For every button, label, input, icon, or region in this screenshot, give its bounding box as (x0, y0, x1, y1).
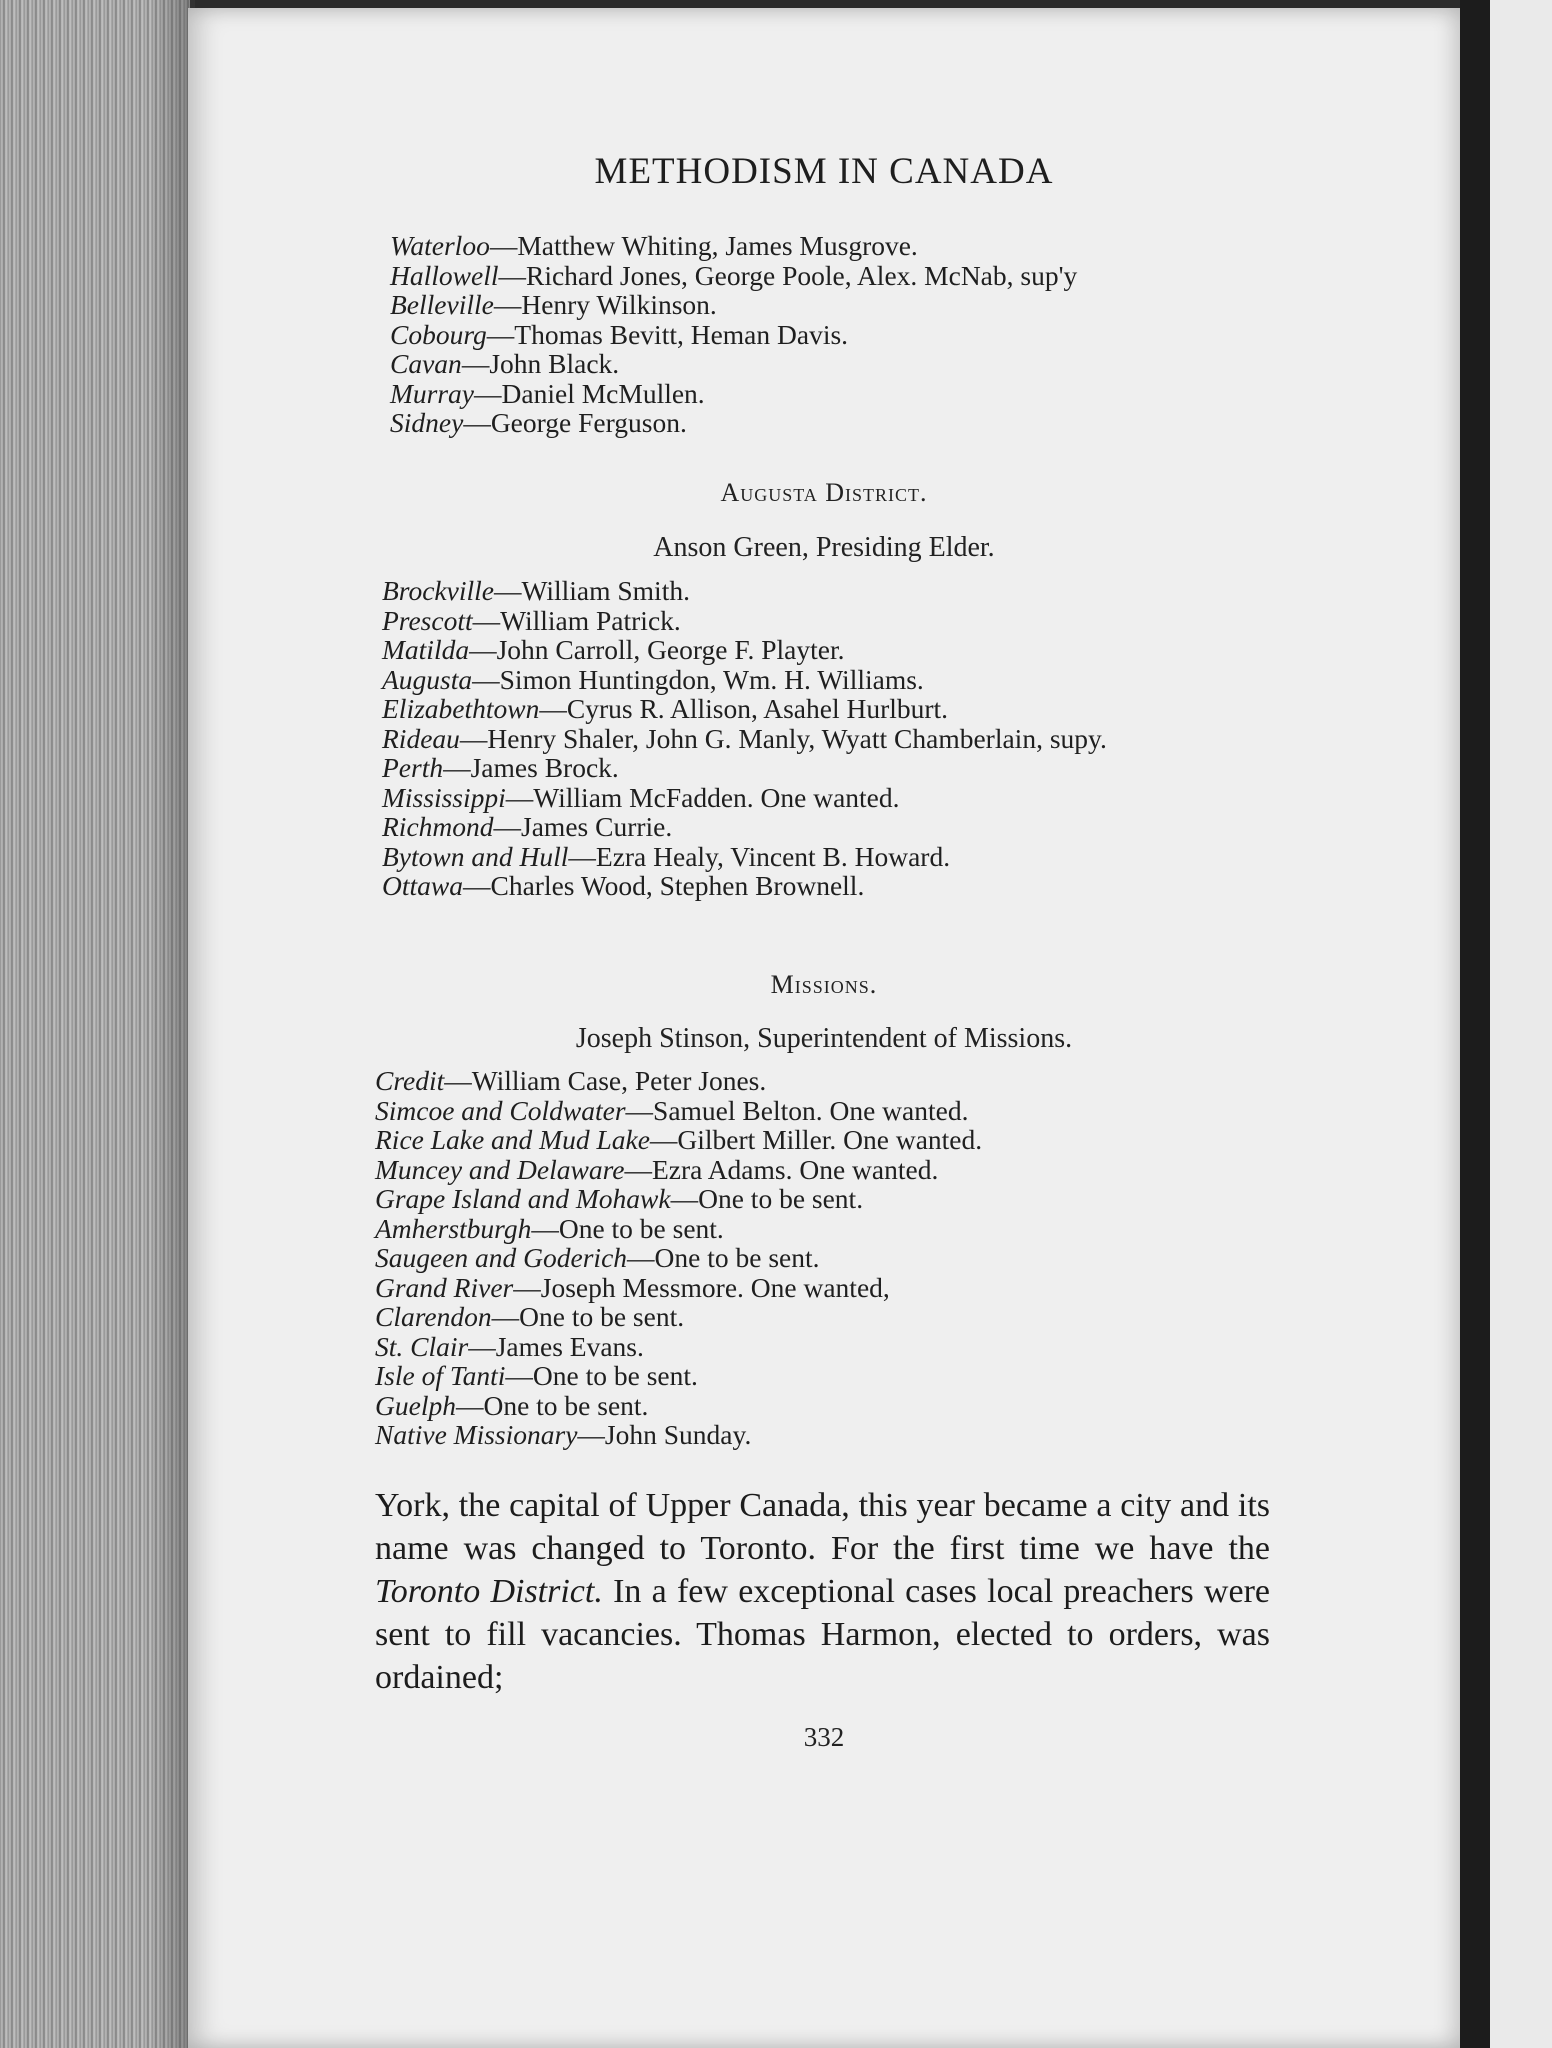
list-item (390, 290, 1077, 320)
mission-name: Muncey and Delaware (375, 1153, 625, 1185)
missionaries: —John Sunday. (577, 1419, 752, 1450)
preachers: —John Black. (461, 348, 620, 379)
list-item (390, 379, 1077, 409)
circuit-name: Mississippi (382, 781, 506, 813)
missionaries: —James Evans. (468, 1330, 644, 1362)
list-item (382, 665, 1322, 695)
list-item (382, 635, 1322, 665)
preachers: —Richard Jones, George Poole, Alex. McNab, sup'y (498, 259, 1078, 291)
preachers: —Cyrus R. Allison, Asahel Hurlburt. (539, 693, 949, 724)
mission-name: Rice Lake and Mud Lake (375, 1124, 650, 1155)
circuit-name: Hallowell (390, 259, 499, 291)
missionaries: —One to be sent. (455, 1389, 649, 1421)
circuit-list-augusta (382, 576, 1322, 901)
list-item (382, 694, 1322, 724)
preachers: —John Carroll, George F. Playter. (469, 634, 845, 665)
list-item (382, 783, 1322, 813)
preachers: —James Brock. (443, 752, 619, 783)
preachers: —Thomas Bevitt, Heman Davis. (486, 318, 849, 350)
list-item (375, 1302, 982, 1332)
preachers: —Henry Shaler, John G. Manly, Wyatt Chamberlain, supy. (459, 722, 1107, 754)
missionaries: —Samuel Belton. One wanted. (625, 1094, 969, 1126)
circuit-name: Richmond (382, 811, 494, 842)
list-item (390, 408, 1077, 438)
mission-name: Grand River (375, 1271, 514, 1303)
list-item (375, 1155, 982, 1185)
mission-name: Simcoe and Coldwater (375, 1094, 626, 1126)
circuit-name: Prescott (382, 604, 473, 636)
district-heading-augusta: Augusta District. (720, 478, 928, 507)
running-head: METHODISM IN CANADA (594, 151, 1054, 192)
missionaries: —One to be sent. (505, 1360, 698, 1391)
list-item (382, 812, 1322, 842)
mission-list (375, 1066, 982, 1450)
preachers: —Henry Wilkinson. (493, 289, 717, 320)
list-item (382, 753, 1322, 783)
mission-name: Clarendon (375, 1301, 492, 1332)
list-item (375, 1125, 982, 1155)
circuit-name: Cobourg (390, 318, 487, 350)
page-number: 332 (803, 1722, 845, 1752)
circuit-name: Murray (390, 377, 475, 409)
preachers: —William Smith. (493, 575, 690, 606)
list-item (375, 1184, 982, 1214)
missionaries: —One to be sent. (531, 1212, 724, 1244)
missions-superintendent: Joseph Stinson, Superintendent of Missions. (575, 1023, 1073, 1054)
list-item (375, 1391, 982, 1421)
list-item (382, 606, 1322, 636)
circuit-name: Sidney (390, 407, 464, 438)
missionaries: —One to be sent. (627, 1242, 820, 1273)
preachers: —Ezra Healy, Vincent B. Howard. (568, 840, 951, 872)
list-item (382, 871, 1322, 901)
mission-name: Amherstburgh (375, 1212, 532, 1244)
list-item (390, 231, 1077, 261)
mission-name: Guelph (375, 1389, 456, 1421)
facing-page-edge (1490, 0, 1552, 2048)
list-item (390, 320, 1077, 350)
preachers: —James Currie. (493, 811, 673, 842)
missionaries: —One to be sent. (491, 1301, 685, 1332)
mission-name: Isle of Tanti (375, 1360, 506, 1391)
mission-name: St. Clair (375, 1330, 469, 1362)
presiding-elder: Anson Green, Presiding Elder. (653, 532, 995, 563)
circuit-name: Elizabethtown (382, 693, 540, 724)
mission-name: Grape Island and Mohawk (375, 1183, 671, 1214)
list-item (375, 1096, 982, 1126)
paragraph-text-end: In a few exceptional cases local preachers were sent to fill vacancies. Thomas Harmon, elected to orders, was ordained; (375, 1573, 1270, 1696)
preachers: —Daniel McMullen. (474, 377, 705, 409)
preachers: —Simon Huntingdon, Wm. H. Williams. (472, 663, 924, 695)
circuit-list-bay-quinte (390, 231, 1077, 438)
list-item (382, 724, 1322, 754)
paragraph-emphasis: Toronto District. (375, 1573, 603, 1610)
list-item (375, 1332, 982, 1362)
circuit-name: Cavan (390, 348, 462, 379)
missionaries: —Ezra Adams. One wanted. (624, 1153, 939, 1185)
circuit-name: Belleville (390, 289, 494, 320)
circuit-name: Rideau (382, 722, 460, 754)
missionaries: —William Case, Peter Jones. (444, 1065, 767, 1096)
circuit-name: Waterloo (390, 230, 490, 261)
book-gutter (1460, 0, 1490, 2048)
district-heading-missions: Missions. (770, 970, 878, 999)
list-item (390, 261, 1077, 291)
list-item (382, 576, 1322, 606)
list-item (390, 349, 1077, 379)
mission-name: Native Missionary (375, 1419, 578, 1450)
circuit-name: Ottawa (382, 870, 463, 901)
preachers: —William Patrick. (472, 604, 681, 636)
preachers: —Charles Wood, Stephen Brownell. (462, 870, 865, 901)
circuit-name: Augusta (382, 663, 473, 695)
mission-name: Credit (375, 1065, 445, 1096)
circuit-name: Brockville (382, 575, 494, 606)
list-item (375, 1420, 982, 1450)
missionaries: —One to be sent. (670, 1183, 864, 1214)
preachers: —William McFadden. One wanted. (505, 781, 900, 813)
missionaries: —Gilbert Miller. One wanted. (649, 1124, 983, 1155)
list-item (375, 1243, 982, 1273)
list-item (375, 1214, 982, 1244)
missionaries: —Joseph Messmore. One wanted, (513, 1271, 890, 1303)
list-item (375, 1066, 982, 1096)
preachers: —Matthew Whiting, James Musgrove. (489, 230, 918, 261)
circuit-name: Bytown and Hull (382, 840, 569, 872)
preachers: —George Ferguson. (463, 407, 687, 438)
mission-name: Saugeen and Goderich (375, 1242, 628, 1273)
list-item (382, 842, 1322, 872)
body-paragraph (375, 1484, 1270, 1699)
list-item (375, 1273, 982, 1303)
paragraph-text-start: York, the capital of Upper Canada, this year became a city and its name was changed to Toronto. For the first time we have the (375, 1487, 1270, 1567)
circuit-name: Matilda (382, 634, 470, 665)
list-item (375, 1361, 982, 1391)
circuit-name: Perth (382, 752, 444, 783)
